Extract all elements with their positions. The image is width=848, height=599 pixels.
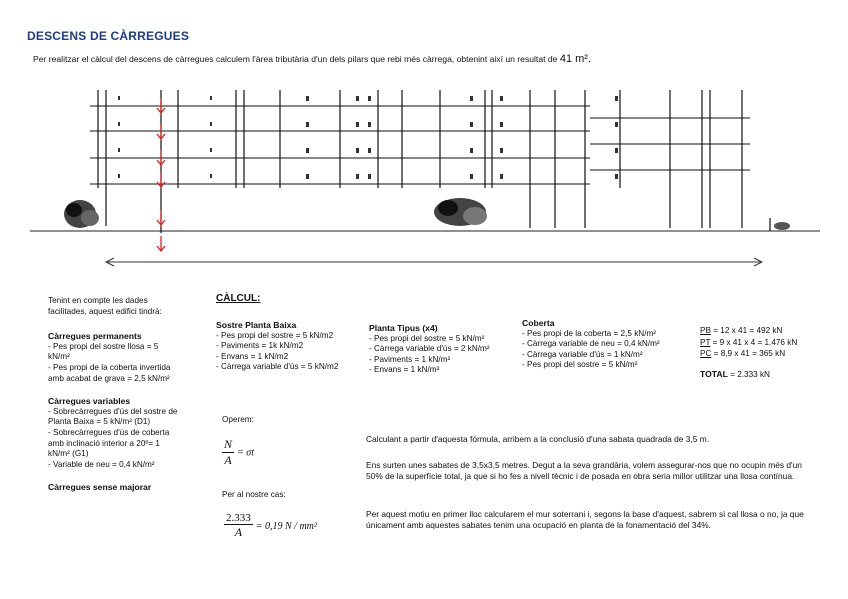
calculation-heading: CÀLCUL: — [216, 293, 261, 304]
ground-floor-item: - Pes propi del sostre = 5 kN/m2 — [216, 330, 334, 340]
variable-load-item: kN/m² (G1) — [48, 449, 89, 459]
grand-total-value: = 2.333 kN — [730, 369, 770, 379]
intro-text — [33, 53, 591, 65]
operate-label: Operem: — [222, 415, 254, 424]
typical-floor-loads — [369, 323, 490, 376]
left-intro-line: Tenint en compte les dades — [48, 296, 148, 305]
dimension-line — [106, 258, 762, 266]
permanent-load-item: - Pes propi del sostre llosa = 5 — [48, 341, 159, 351]
ground-floor-loads — [216, 320, 338, 373]
roof-heading: Coberta — [522, 318, 555, 328]
total-row-label: PT — [700, 337, 711, 347]
formula-case-denominator: A — [234, 525, 243, 539]
ground-floor-heading: Sostre Planta Baixa — [216, 320, 297, 330]
variable-load-item: - Variable de neu = 0,4 kN/m² — [48, 459, 155, 469]
total-row-value: = 8,9 x 41 = 365 kN — [713, 349, 786, 358]
intro-value: 41 m². — [559, 53, 592, 65]
total-row-value: = 9 x 41 x 4 = 1.476 kN — [712, 337, 798, 347]
typical-floor-heading: Planta Tipus (x4) — [369, 323, 438, 333]
grand-total-label: TOTAL — [700, 368, 728, 379]
ground-floor-item: - Envans = 1 kN/m2 — [216, 351, 289, 361]
window-marks — [118, 96, 618, 179]
left-column — [48, 296, 177, 493]
shrub-middle — [434, 198, 487, 226]
paragraph: Per aquest motiu en primer lloc calcularem el mur soterrani i, segons la base d'aquest, sabrem si cal llosa o no, ja que únicament amb aquestes sabates tenim una ocupació en planta de la fonamentació del 34%. — [366, 509, 804, 530]
total-row — [700, 325, 797, 337]
formula-numerator: N — [224, 437, 233, 451]
formula-case — [224, 512, 317, 540]
roof-item: - Pes propi de la coberta = 2,5 kN/m² — [522, 328, 657, 338]
building-elevation-drawing — [30, 88, 820, 273]
variable-load-item: amb inclinació interior a 20º= 1 — [48, 438, 160, 448]
page-title: DESCENS DE CÀRREGUES — [27, 29, 190, 43]
column-lines — [98, 90, 770, 233]
typical-floor-item: - Pes propi del sostre = 5 kN/m² — [369, 333, 485, 343]
grand-total-row — [700, 369, 797, 381]
paragraph: Ens surten unes sabates de 3,5x3,5 metres. Degut a la seva grandària, volem assegurar-nos que no ocupin més d'un 50% de la superfície total, ja que si ho fes a nivell tècnic i de posada en obra seria millor utilitzar una llosa contínua. — [366, 460, 802, 481]
formula-case-numerator: 2.333 — [226, 512, 251, 524]
variable-load-item: - Sobrecàrregues d'ús del sostre de — [48, 406, 178, 416]
permanent-loads-heading: Càrregues permanents — [48, 331, 142, 342]
unfactored-loads-heading: Càrregues sense majorar — [48, 482, 152, 493]
formula-rhs: = σt — [237, 447, 254, 459]
total-row — [700, 348, 797, 360]
paragraph: Calculant a partir d'aquesta fórmula, arribem a la conclusió d'una sabata quadrada de 3,5 m. — [366, 434, 710, 444]
roof-item: - Càrrega variable de neu = 0,4 kN/m² — [522, 339, 660, 349]
roof-item: - Pes propi del sostre = 5 kN/m² — [522, 360, 638, 370]
ground-floor-item: - Paviments = 1k kN/m2 — [216, 341, 304, 351]
roof-item: - Càrrega variable d'ús = 1 kN/m² — [522, 349, 643, 359]
intro-sentence: Per realitzar el càlcul del descens de càrregues calculem l'àrea tributària d'un dels pilars que rebi més càrrega, obtenint així un resultat de — [33, 54, 558, 64]
formula-stress — [222, 437, 254, 468]
variable-load-item: Planta Baixa = 5 kN/m² (D1) — [48, 417, 151, 427]
permanent-load-item: kN/m² — [48, 352, 70, 362]
formula-case-rhs: = 0,19 N / mm² — [255, 520, 317, 532]
left-intro-line: facilitades, aquest edifici tindrà: — [48, 306, 162, 316]
floor-lines — [90, 106, 750, 184]
shrub-left — [64, 200, 99, 228]
total-row — [700, 337, 797, 349]
variable-load-item: - Sobrecàrregues d'ús de coberta — [48, 427, 170, 437]
ground-floor-item: - Càrrega variable d'ús = 5 kN/m2 — [216, 362, 339, 372]
permanent-load-item: amb acabat de grava = 2,5 kN/m² — [48, 373, 170, 383]
typical-floor-item: - Paviments = 1 kN/m² — [369, 354, 451, 364]
typical-floor-item: - Envans = 1 kN/m² — [369, 365, 440, 375]
roof-loads — [522, 318, 660, 371]
permanent-load-item: - Pes propi de la coberta invertida — [48, 362, 171, 372]
case-label: Per al nostre cas: — [222, 490, 286, 499]
total-row-label: PB — [700, 326, 711, 335]
typical-floor-item: - Càrrega variable d'ús = 2 kN/m² — [369, 344, 490, 354]
formula-denominator: A — [224, 453, 232, 467]
total-row-label: PC — [700, 349, 712, 358]
shrub-right — [774, 222, 790, 230]
variable-loads-heading: Càrregues variables — [48, 396, 131, 407]
total-row-value: = 12 x 41 = 492 kN — [713, 326, 783, 335]
totals-block — [700, 325, 797, 380]
